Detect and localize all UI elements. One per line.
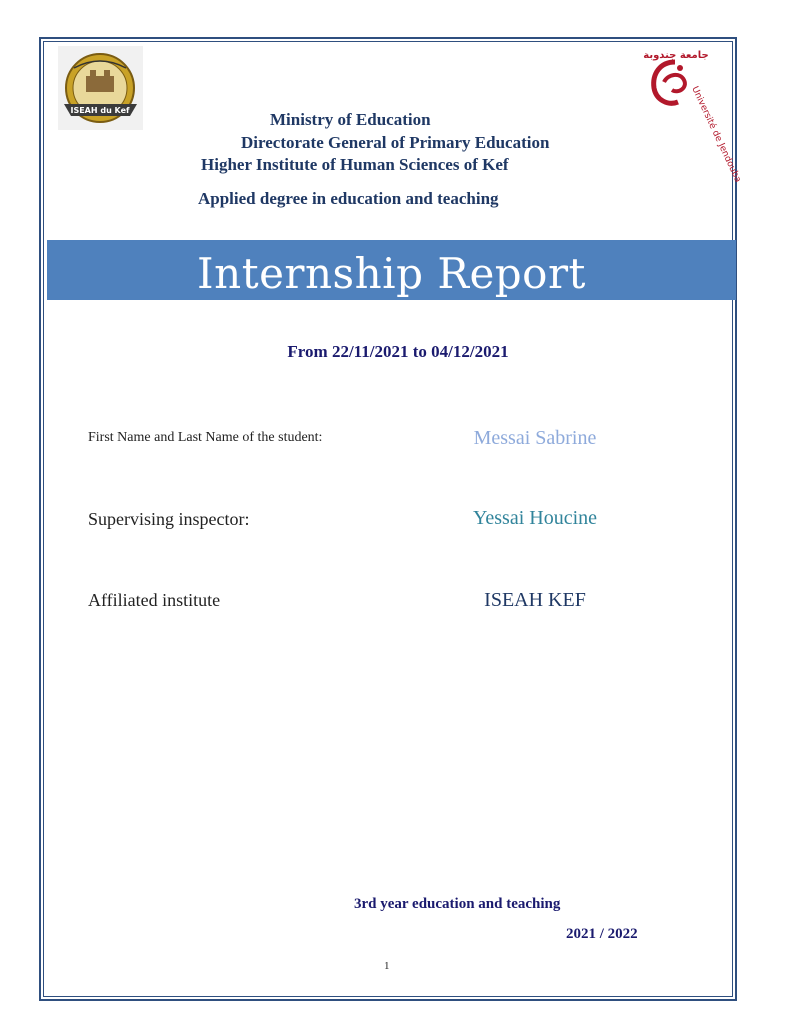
report-title: Internship Report (197, 249, 586, 298)
internship-period: From 22/11/2021 to 04/12/2021 (287, 342, 509, 361)
academic-year: 2021 / 2022 (566, 926, 638, 942)
institute-value: ISEAH KEF (484, 589, 586, 611)
degree-title: Applied degree in education and teaching (198, 189, 499, 208)
institute-title: Higher Institute of Human Sciences of Kef (201, 155, 509, 174)
institute-label: Affiliated institute (88, 590, 221, 610)
student-name-value: Messai Sabrine (473, 427, 597, 449)
supervisor-label: Supervising inspector: (88, 509, 250, 529)
page-number: 1 (384, 960, 390, 972)
right-logo-arabic: جامعة جندوبة (643, 50, 709, 61)
supervisor-value: Yessai Houcine (472, 507, 598, 529)
university-jendouba-logo-icon (630, 48, 743, 185)
ministry-title: Ministry of Education (270, 110, 431, 129)
directorate-title: Directorate General of Primary Education (241, 133, 550, 152)
year-level: 3rd year education and teaching (354, 896, 561, 912)
title-banner (47, 240, 736, 300)
left-logo-caption: ISEAH du Kef (70, 106, 130, 115)
iseah-kef-logo-icon (58, 46, 143, 130)
right-logo-caption: Université de Jendouba (689, 85, 743, 185)
student-name-label: First Name and Last Name of the student: (88, 430, 323, 445)
